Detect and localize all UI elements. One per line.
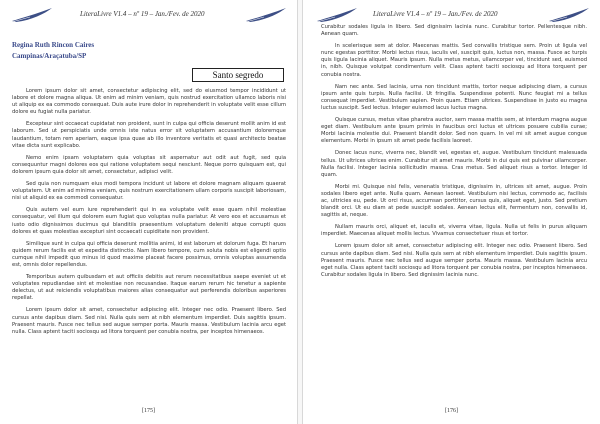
paragraph: Curabitur sodales ligula in libero. Sed dignissim lacinia nunc. Curabitur tortor. Pellentesque nibh. Aenean quam. [321, 24, 587, 38]
body-text [321, 24, 587, 279]
author-name: Regina Ruth Rincon Caires [12, 41, 95, 49]
left-page [0, 0, 298, 424]
quill-pen-icon [547, 6, 591, 24]
page-header [0, 6, 297, 24]
story-title: Santo segredo [192, 68, 284, 82]
header-title: LiteraLivre V1.4 – nº 19 – Jan./Fev. de 2020 [373, 10, 498, 18]
quill-pen-icon [10, 6, 54, 24]
paragraph: Temporibus autem quibusdam et aut officiis debitis aut rerum necessitatibus saepe eveniet ut et voluptates repudiandae sint et molestiae non recusandae. Itaque earum rerum hic tenetur a sapiente delectus, ut aut reiciendis voluptatibus maiores alias consequatur aut perferendis doloribus asperiores repellat. [12, 274, 286, 302]
paragraph: Quisque cursus, metus vitae pharetra auctor, sem massa mattis sem, at interdum magna augue eget diam. Vestibulum ante ipsum primis in faucibus orci luctus et ultrices posuere cubilia curae; Morbi lacinia molestie dui. Praesent blandit dolor. Sed non quam. In vel mi sit amet augue congue elementum. Morbi in ipsum sit amet pede facilisis laoreet. [321, 117, 587, 145]
page-number: [176] [445, 408, 458, 414]
paragraph: Lorem ipsum dolor sit amet, consectetur adipiscing elit. Integer nec odio. Praesent libero. Sed cursus ante dapibus diam. Sed nisi. Nulla quis sem at nibh elementum imperdiet. Duis sagittis ipsum. Praesent mauris. Fusce nec tellus sed augue semper porta. Mauris massa. Vestibulum lacinia arcu eget nulla. Class aptent taciti sociosqu ad litora torquent per conubia nostra, per inceptos himenaeos. Curabitur sodales ligula in libero. Sed dignissim lacinia nunc. [321, 243, 587, 278]
paragraph: Nullam mauris orci, aliquet et, iaculis et, viverra vitae, ligula. Nulla ut felis in purus aliquam imperdiet. Maecenas aliquet mollis lectus. Vivamus consectetuer risus et tortor. [321, 224, 587, 238]
right-page [302, 0, 600, 424]
page-header [303, 6, 600, 24]
paragraph: Morbi mi. Quisque nisl felis, venenatis tristique, dignissim in, ultrices sit amet, augue. Proin sodales libero eget ante. Nulla quam. Aenean laoreet. Vestibulum nisi lectus, commodo ac, facilisis ac, ultricies eu, pede. Ut orci risus, accumsan porttitor, cursus quis, aliquet eget, justo. Sed pretium blandit orci. Ut eu diam at pede suscipit sodales. Aenean lectus elit, fermentum non, convallis id, sagittis at, neque. [321, 183, 587, 219]
paragraph: Lorem ipsum dolor sit amet, consectetur adipiscing elit, sed do eiusmod tempor incididunt ut labore et dolore magna aliqua. Ut enim ad minim veniam, quis nostrud exercitation ullamco laboris nisi ut aliquip ex ea commodo consequat. Duis aute irure dolor in reprehenderit in voluptate velit esse cillum dolore eu fugiat nulla pariatur. [12, 88, 286, 116]
paragraph: Nemo enim ipsam voluptatem quia voluptas sit aspernatur aut odit aut fugit, sed quia consequuntur magni dolores eos qui ratione voluptatem sequi nesciunt. Neque porro quisquam est, qui dolorem ipsum quia dolor sit amet, consectetur, adipisci velit. [12, 154, 286, 175]
quill-pen-icon [244, 6, 288, 24]
paragraph: Lorem ipsum dolor sit amet, consectetur adipiscing elit. Integer nec odio. Praesent libero. Sed cursus ante dapibus diam. Sed nisi. Nulla quis sem at nibh elementum imperdiet. Duis sagittis ipsum. Praesent mauris. Fusce nec tellus sed augue semper porta. Mauris massa. Vestibulum lacinia arcu eget nulla. Class aptent taciti sociosqu ad litora torquent per conubia nostra, per inceptos himenaeos. [12, 307, 286, 335]
paragraph: Nam nec ante. Sed lacinia, urna non tincidunt mattis, tortor neque adipiscing diam, a cursus ipsum ante quis turpis. Nulla facilisi. Ut fringilla. Suspendisse potenti. Nunc feugiat mi a tellus consequat imperdiet. Vestibulum sapien. Proin quam. Etiam ultrices. Suspendisse in justo eu magna luctus suscipit. Sed lectus. Integer euismod lacus luctus magna. [321, 83, 587, 111]
author-location: Campinas/Araçatuba/SP [12, 52, 87, 60]
paragraph: Excepteur sint occaecat cupidatat non proident, sunt in culpa qui officia deserunt mollit anim id est laborum. Sed ut perspiciatis unde omnis iste natus error sit voluptatem accusantium doloremque laudantium, totam rem aperiam, eaque ipsa quae ab illo inventore veritatis et quasi architecto beatae vitae dicta sunt explicabo. [12, 121, 286, 149]
paragraph: Similique sunt in culpa qui officia deserunt mollitia animi, id est laborum et dolorum fuga. Et harum quidem rerum facilis est et expedita distinctio. Nam libero tempore, cum soluta nobis est eligendi optio cumque nihil impedit quo minus id quod maxime placeat facere possimus, omnis voluptas assumenda est, omnis dolor repellendus. [12, 240, 286, 268]
quill-pen-icon [315, 6, 359, 24]
paragraph: Donec lacus nunc, viverra nec, blandit vel, egestas et, augue. Vestibulum tincidunt malesuada tellus. Ut ultrices ultrices enim. Curabitur sit amet mauris. Morbi in dui quis est pulvinar ullamcorper. Nulla facilisi. Integer lacinia sollicitudin massa. Cras metus. Sed aliquet risus a tortor. Integer id quam. [321, 150, 587, 178]
page-number: [175] [142, 408, 155, 414]
paragraph: Quis autem vel eum iure reprehenderit qui in ea voluptate velit esse quam nihil molestiae consequatur, vel illum qui dolorem eum fugiat quo voluptas nulla pariatur. At vero eos et accusamus et iusto odio dignissimos ducimus qui blanditiis praesentium voluptatum deleniti atque corrupti quos dolores et quas molestias excepturi sint occaecati cupiditate non provident. [12, 207, 286, 235]
paragraph: Sed quia non numquam eius modi tempora incidunt ut labore et dolore magnam aliquam quaerat voluptatem. Ut enim ad minima veniam, quis nostrum exercitationem ullam corporis suscipit laboriosam, nisi ut aliquid ex ea commodi consequatur. [12, 181, 286, 202]
header-title: LiteraLivre V1.4 – nº 19 – Jan./Fev. de 2020 [80, 10, 205, 18]
body-text [12, 88, 286, 336]
paragraph: In scelerisque sem at dolor. Maecenas mattis. Sed convallis tristique sem. Proin ut ligula vel nunc egestas porttitor. Morbi lectus risus, iaculis vel, suscipit quis, luctus non, massa. Fusce ac turpis quis ligula lacinia aliquet. Mauris ipsum. Nulla metus metus, ullamcorper vel, tincidunt sed, euismod in, nibh. Quisque volutpat condimentum velit. Class aptent taciti sociosqu ad litora torquent per conubia nostra. [321, 43, 587, 78]
author-block [12, 40, 94, 62]
